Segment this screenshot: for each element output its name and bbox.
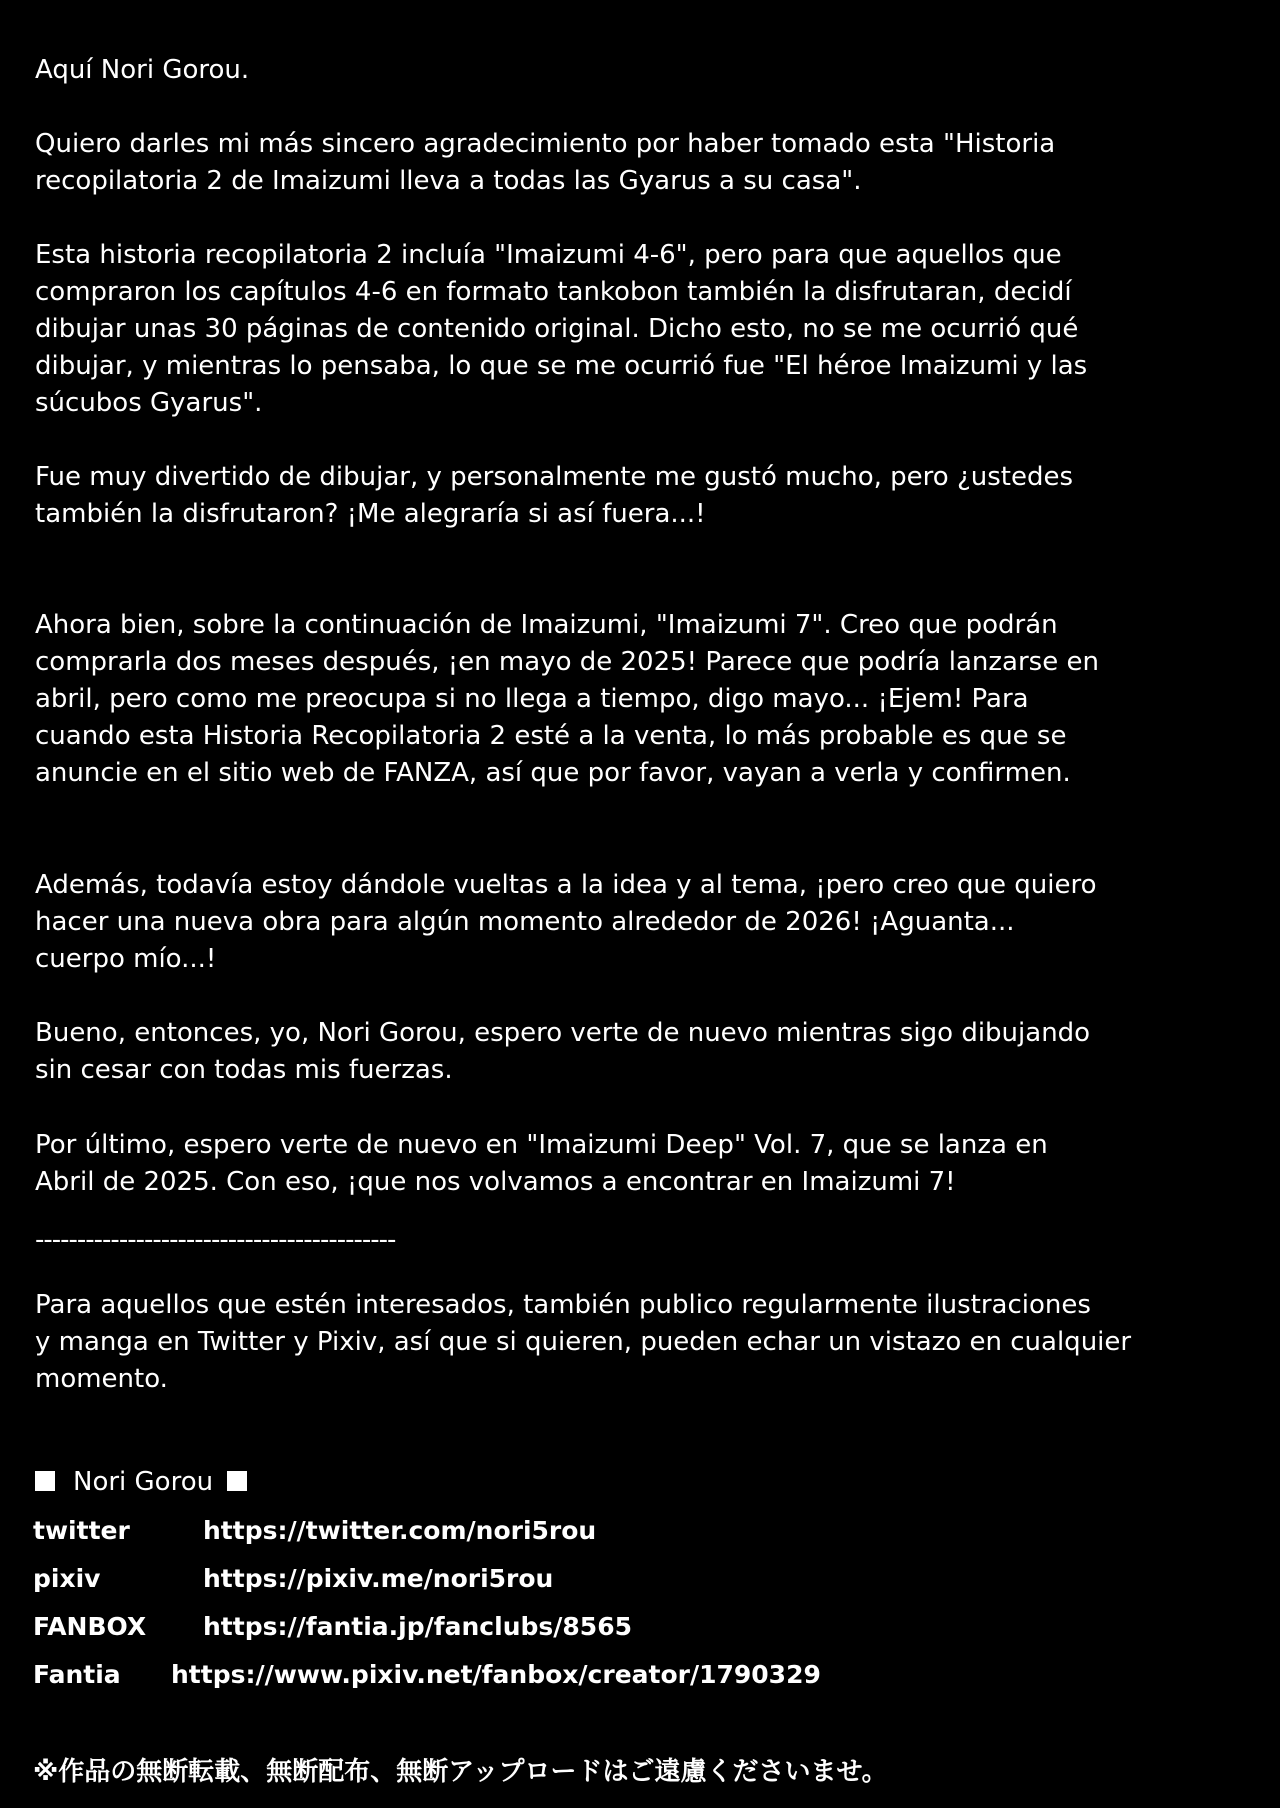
dashed-divider: ------------------------------------------- bbox=[35, 1225, 396, 1255]
text-line: Aquí Nori Gorou. bbox=[35, 55, 250, 85]
text-line: Quiero darles mi más sincero agradecimiento por haber tomado esta "Historia bbox=[35, 129, 1056, 159]
paragraph-bonus-content bbox=[35, 237, 1235, 422]
text-line: momento. bbox=[35, 1364, 168, 1394]
author-name: Nori Gorou bbox=[73, 1467, 214, 1497]
text-line: cuerpo mío...! bbox=[35, 944, 217, 974]
link-url[interactable]: https://fantia.jp/fanclubs/8565 bbox=[203, 1612, 632, 1641]
text-line: Para aquellos que estén interesados, también publico regularmente ilustraciones bbox=[35, 1290, 1091, 1320]
text-line: Además, todavía estoy dándole vueltas a la idea y al tema, ¡pero creo que quiero bbox=[35, 870, 1097, 900]
link-label: pixiv bbox=[33, 1564, 101, 1593]
text-line: hacer una nueva obra para algún momento alrededor de 2026! ¡Aguanta... bbox=[35, 907, 1015, 937]
link-row-twitter bbox=[33, 1511, 597, 1551]
text-line: cuando esta Historia Recopilatoria 2 esté a la venta, lo más probable es que se bbox=[35, 721, 1067, 751]
paragraph-new-work bbox=[35, 867, 1235, 978]
square-bullet-icon bbox=[227, 1471, 247, 1491]
text-line: recopilatoria 2 de Imaizumi lleva a todas las Gyarus a su casa". bbox=[35, 166, 862, 196]
text-line: dibujar, y mientras lo pensaba, lo que se me ocurrió fue "El héroe Imaizumi y las bbox=[35, 351, 1088, 381]
paragraph-thanks bbox=[35, 126, 1235, 200]
link-row-fanbox bbox=[33, 1607, 632, 1647]
link-row-fantia bbox=[33, 1655, 821, 1695]
paragraph-deep-vol7 bbox=[35, 1127, 1235, 1201]
link-url[interactable]: https://twitter.com/nori5rou bbox=[203, 1516, 597, 1545]
link-row-pixiv bbox=[33, 1559, 554, 1599]
text-line: también la disfrutaron? ¡Me alegraría si así fuera...! bbox=[35, 499, 706, 529]
link-label: Fantia bbox=[33, 1660, 121, 1689]
link-label: FANBOX bbox=[33, 1612, 147, 1641]
link-url[interactable]: https://www.pixiv.net/fanbox/creator/1790329 bbox=[171, 1660, 821, 1689]
copyright-notice: ※作品の無断転載、無断配布、無断アップロードはご遠慮くださいませ。 bbox=[33, 1757, 888, 1787]
text-line: compraron los capítulos 4-6 en formato tankobon también la disfrutaran, decidí bbox=[35, 277, 1072, 307]
text-line: y manga en Twitter y Pixiv, así que si quieren, pueden echar un vistazo en cualquier bbox=[35, 1327, 1132, 1357]
link-label: twitter bbox=[33, 1516, 130, 1545]
text-line: Esta historia recopilatoria 2 incluía "Imaizumi 4-6", pero para que aquellos que bbox=[35, 240, 1062, 270]
author-heading bbox=[35, 1462, 247, 1502]
text-line: Fue muy divertido de dibujar, y personalmente me gustó mucho, pero ¿ustedes bbox=[35, 462, 1074, 492]
text-line: Bueno, entonces, yo, Nori Gorou, espero verte de nuevo mientras sigo dibujando bbox=[35, 1018, 1091, 1048]
text-line: anuncie en el sitio web de FANZA, así que por favor, vayan a verla y confirmen. bbox=[35, 758, 1071, 788]
text-line: Por último, espero verte de nuevo en "Imaizumi Deep" Vol. 7, que se lanza en bbox=[35, 1130, 1048, 1160]
square-bullet-icon bbox=[35, 1471, 55, 1491]
text-line: abril, pero como me preocupa si no llega a tiempo, digo mayo... ¡Ejem! Para bbox=[35, 684, 1029, 714]
paragraph-enjoyment bbox=[35, 459, 1235, 533]
text-line: comprarla dos meses después, ¡en mayo de 2025! Parece que podría lanzarse en bbox=[35, 647, 1099, 677]
link-url[interactable]: https://pixiv.me/nori5rou bbox=[203, 1564, 554, 1593]
paragraph-greeting bbox=[35, 52, 1235, 89]
text-line: dibujar unas 30 páginas de contenido original. Dicho esto, no se me ocurrió qué bbox=[35, 314, 1079, 344]
text-line: Ahora bien, sobre la continuación de Imaizumi, "Imaizumi 7". Creo que podrán bbox=[35, 610, 1058, 640]
text-line: Abril de 2025. Con eso, ¡que nos volvamos a encontrar en Imaizumi 7! bbox=[35, 1167, 956, 1197]
paragraph-social bbox=[35, 1287, 1235, 1398]
paragraph-farewell bbox=[35, 1015, 1235, 1089]
paragraph-next-volume bbox=[35, 607, 1235, 792]
text-line: sin cesar con todas mis fuerzas. bbox=[35, 1055, 453, 1085]
text-line: súcubos Gyarus". bbox=[35, 388, 263, 418]
